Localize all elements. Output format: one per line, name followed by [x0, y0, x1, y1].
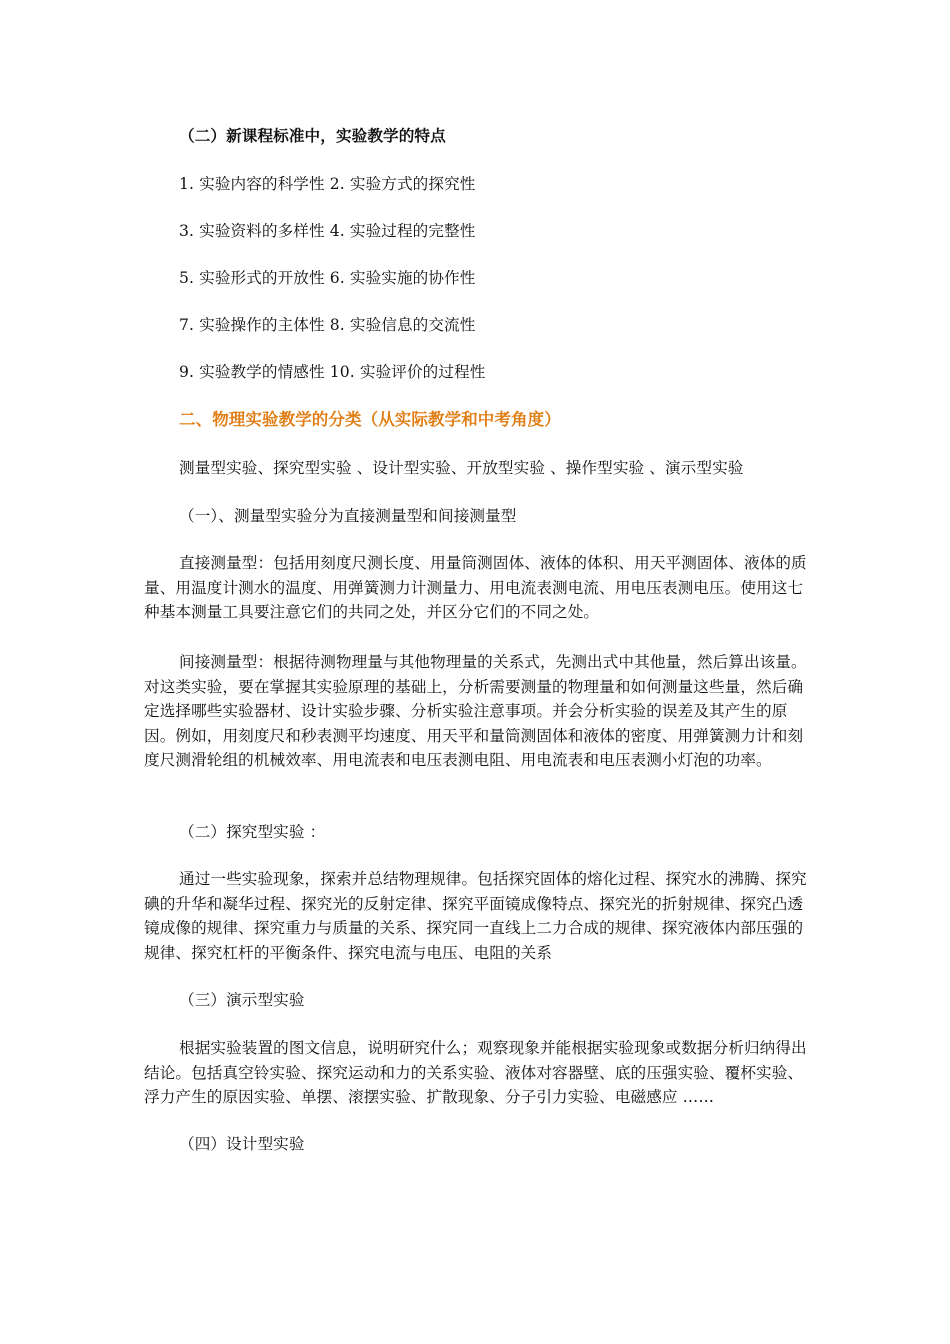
- list-item: 1. 实验内容的科学性 2. 实验方式的探究性: [179, 175, 476, 193]
- paragraph-direct-measurement: 直接测量型：包括用刻度尺测长度、用量筒测固体、液体的体积、用天平测固体、液体的质量、用温度计测水的温度、用弹簧测力计测量力、用电流表测电流、用电压表测电压。使用这七种基本测量工具要注意它们的共同之处，并区分它们的不同之处。: [144, 554, 807, 621]
- list-item: 9. 实验教学的情感性 10. 实验评价的过程性: [179, 363, 486, 381]
- paragraph-inquiry: 通过一些实验现象，探索并总结物理规律。包括探究固体的熔化过程、探究水的沸腾、探究碘的升华和凝华过程、探究光的反射定律、探究平面镜成像特点、探究光的折射规律、探究凸透镜成像的规律、探究重力与质量的关系、探究同一直线上二力合成的规律、探究液体内部压强的规律、探究杠杆的平衡条件、探究电流与电压、电阻的关系: [144, 870, 807, 962]
- section-heading-classification: 二、物理实验教学的分类（从实际教学和中考角度）: [179, 410, 561, 429]
- subsection-heading-demonstration: （三）演示型实验: [179, 991, 305, 1009]
- type-list: 测量型实验、探究型实验 、设计型实验、开放型实验 、操作型实验 、演示型实验: [179, 459, 744, 477]
- paragraph-indirect-measurement: 间接测量型：根据待测物理量与其他物理量的关系式，先测出式中其他量，然后算出该量。对这类实验，要在掌握其实验原理的基础上，分析需要测量的物理量和如何测量这些量，然后确定选择哪些实验器材、设计实验步骤、分析实验注意事项。并会分析实验的误差及其产生的原因。例如，用刻度尺和秒表测平均速度、用天平和量筒测固体和液体的密度、用弹簧测力计和刻度尺测滑轮组的机械效率、用电流表和电压表测电阻、用电流表和电压表测小灯泡的功率。: [144, 653, 807, 769]
- list-item: 7. 实验操作的主体性 8. 实验信息的交流性: [179, 316, 476, 334]
- subsection-heading-inquiry: （二）探究型实验 ：: [179, 823, 326, 841]
- list-item: 5. 实验形式的开放性 6. 实验实施的协作性: [179, 269, 476, 287]
- subsection-heading-features: （二）新课程标准中，实验教学的特点: [179, 126, 446, 145]
- subsection-heading-design: （四）设计型实验: [179, 1135, 305, 1153]
- subsection-heading-measurement: （一）、测量型实验分为直接测量型和间接测量型: [179, 507, 517, 525]
- paragraph-demonstration: 根据实验装置的图文信息，说明研究什么；观察现象并能根据实验现象或数据分析归纳得出结论。包括真空铃实验、探究运动和力的关系实验、液体对容器壁、底的压强实验、覆杯实验、浮力产生的原因实验、单摆、滚摆实验、扩散现象、分子引力实验、电磁感应 ……: [144, 1039, 807, 1106]
- list-item: 3. 实验资料的多样性 4. 实验过程的完整性: [179, 222, 476, 240]
